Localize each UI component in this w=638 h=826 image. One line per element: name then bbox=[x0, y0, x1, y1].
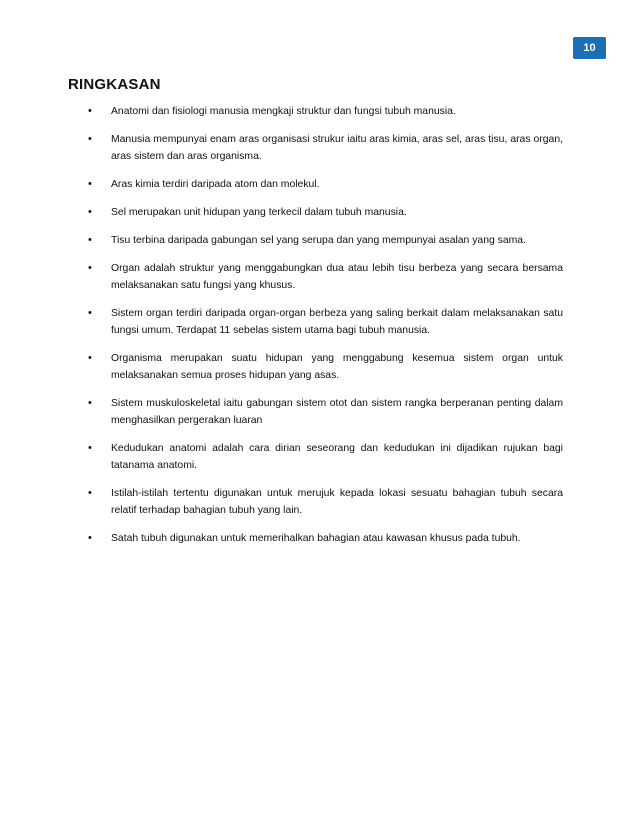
summary-item bbox=[88, 530, 563, 547]
summary-item-text: Tisu terbina daripada gabungan sel yang serupa dan yang mempunyai asalan yang sama. bbox=[111, 235, 526, 246]
page-number-badge: 10 bbox=[573, 37, 606, 59]
bullet-icon: • bbox=[88, 487, 92, 499]
bullet-icon: • bbox=[88, 105, 92, 117]
summary-item bbox=[88, 131, 563, 165]
page-title: RINGKASAN bbox=[68, 76, 161, 93]
bullet-icon: • bbox=[88, 442, 92, 454]
summary-item bbox=[88, 395, 563, 429]
bullet-icon: • bbox=[88, 352, 92, 364]
summary-item-text: Satah tubuh digunakan untuk memerihalkan bahagian atau kawasan khusus pada tubuh. bbox=[111, 533, 521, 544]
summary-item-text: Organisma merupakan suatu hidupan yang menggabung kesemua sistem organ untuk melaksanakan semua proses hidupan yang asas. bbox=[111, 353, 563, 381]
bullet-icon: • bbox=[88, 307, 92, 319]
summary-item-text: Anatomi dan fisiologi manusia mengkaji struktur dan fungsi tubuh manusia. bbox=[111, 106, 456, 117]
bullet-icon: • bbox=[88, 397, 92, 409]
summary-item bbox=[88, 204, 563, 221]
summary-item bbox=[88, 305, 563, 339]
bullet-icon: • bbox=[88, 262, 92, 274]
summary-item-text: Istilah-istilah tertentu digunakan untuk merujuk kepada lokasi sesuatu bahagian tubuh secara relatif terhadap bahagian tubuh yang lain. bbox=[111, 488, 563, 516]
bullet-icon: • bbox=[88, 532, 92, 544]
summary-item-text: Sistem muskuloskeletal iaitu gabungan sistem otot dan sistem rangka berperanan penting dalam menghasilkan pergerakan luaran bbox=[111, 398, 563, 426]
bullet-icon: • bbox=[88, 234, 92, 246]
summary-item bbox=[88, 176, 563, 193]
summary-item-text: Organ adalah struktur yang menggabungkan dua atau lebih tisu berbeza yang secara bersama melaksanakan satu fungsi yang khusus. bbox=[111, 263, 563, 291]
summary-item bbox=[88, 103, 563, 120]
summary-item-text: Aras kimia terdiri daripada atom dan molekul. bbox=[111, 179, 320, 190]
summary-list bbox=[88, 103, 563, 558]
summary-item bbox=[88, 232, 563, 249]
summary-item-text: Manusia mempunyai enam aras organisasi strukur iaitu aras kimia, aras sel, aras tisu, aras organ, aras sistem dan aras organisma. bbox=[111, 134, 563, 162]
summary-item-text: Kedudukan anatomi adalah cara dirian seseorang dan kedudukan ini dijadikan rujukan bagi tatanama anatomi. bbox=[111, 443, 563, 471]
summary-item-text: Sel merupakan unit hidupan yang terkecil dalam tubuh manusia. bbox=[111, 207, 407, 218]
summary-item bbox=[88, 260, 563, 294]
summary-item bbox=[88, 350, 563, 384]
summary-item-text: Sistem organ terdiri daripada organ-organ berbeza yang saling berkait dalam melaksanakan satu fungsi umum. Terdapat 11 sebelas sistem utama bagi tubuh manusia. bbox=[111, 308, 563, 336]
bullet-icon: • bbox=[88, 133, 92, 145]
bullet-icon: • bbox=[88, 206, 92, 218]
summary-item bbox=[88, 440, 563, 474]
summary-item bbox=[88, 485, 563, 519]
bullet-icon: • bbox=[88, 178, 92, 190]
